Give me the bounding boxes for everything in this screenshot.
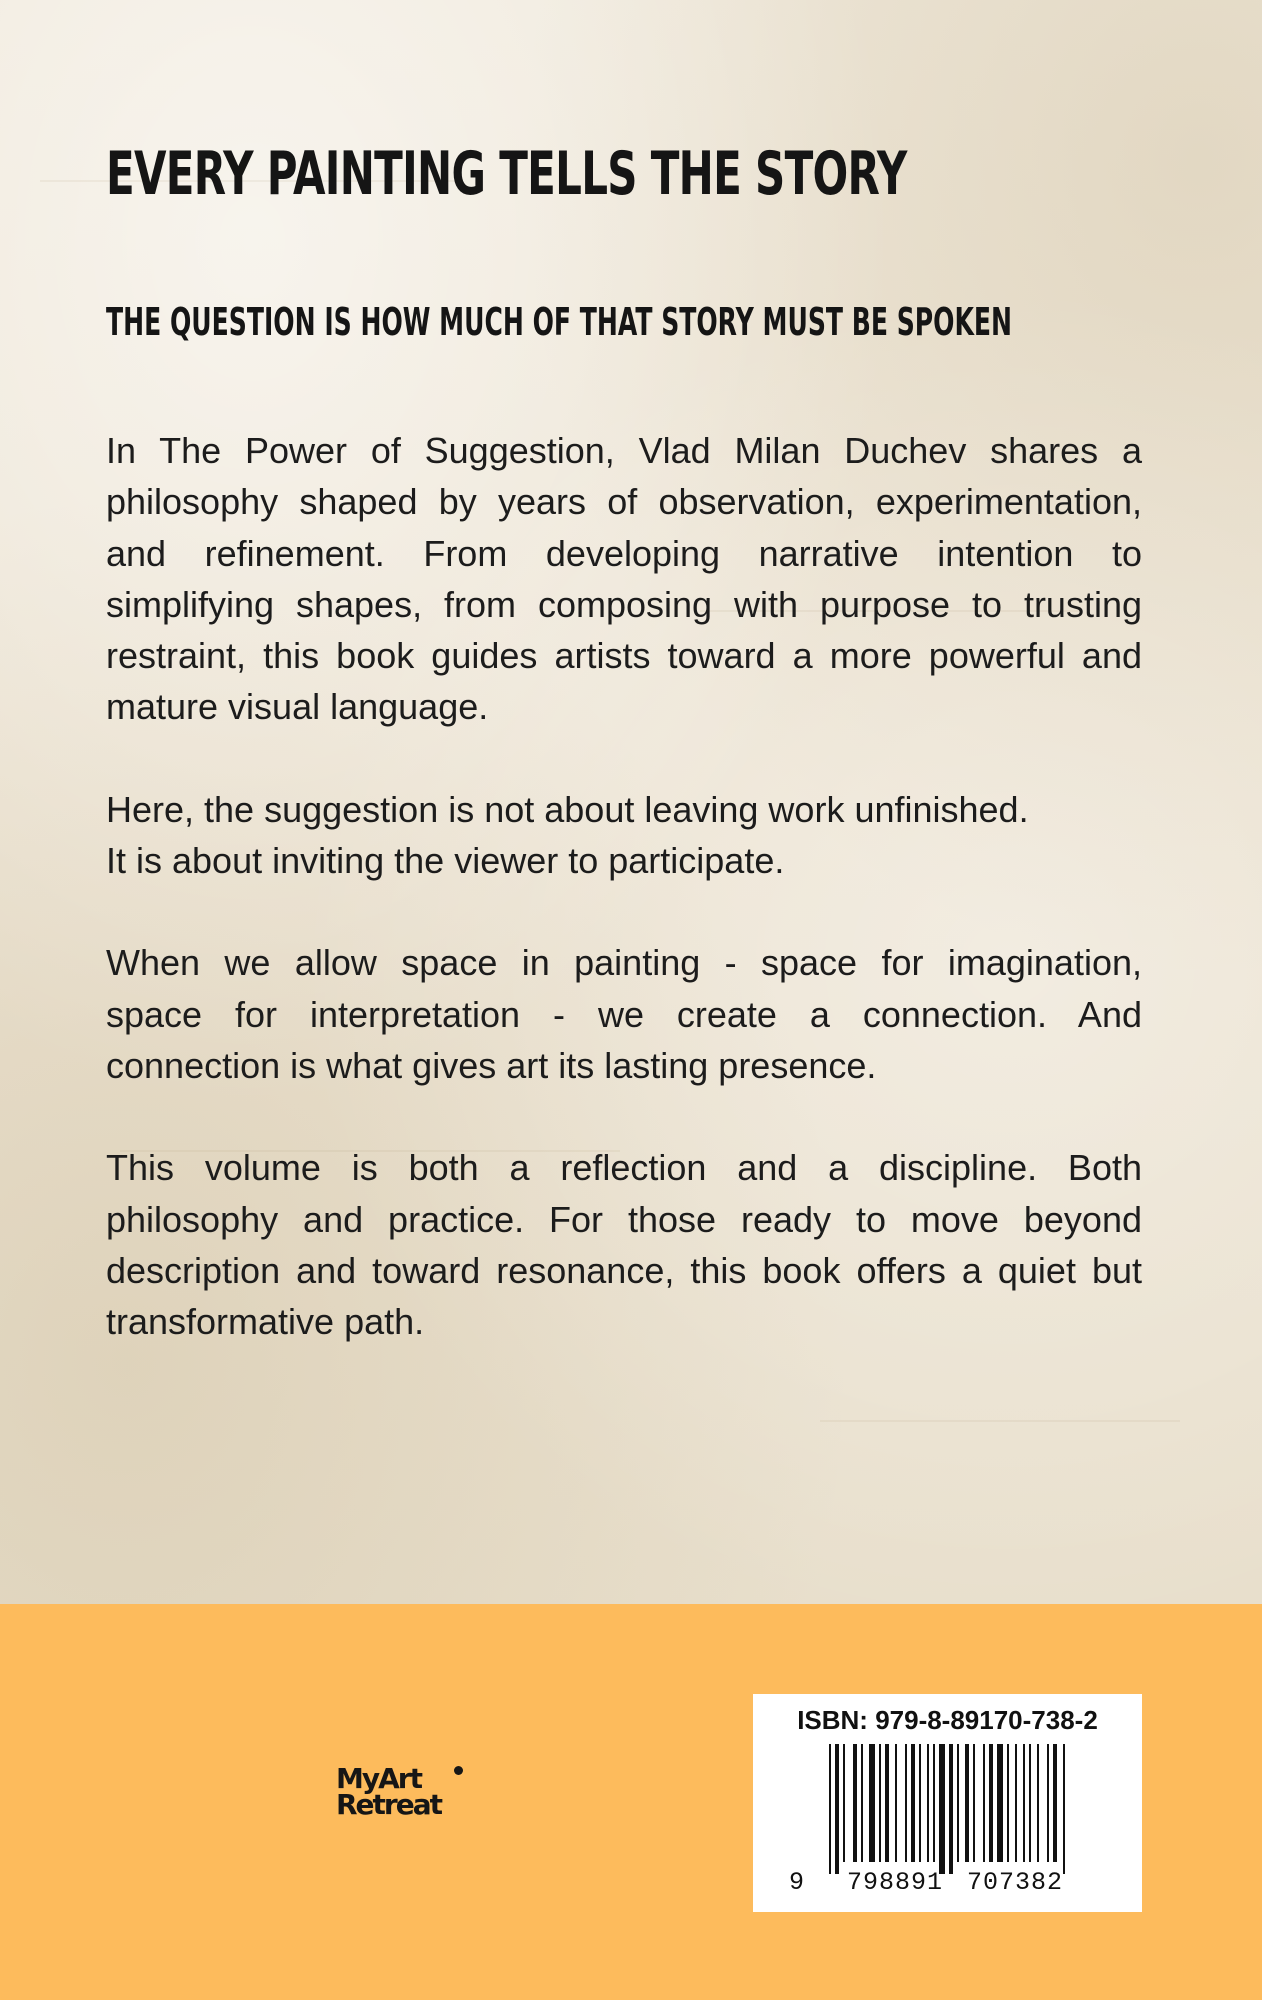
barcode-bar (853, 1744, 857, 1862)
barcode-bar (885, 1744, 889, 1862)
barcode-bar (861, 1744, 863, 1862)
barcode-bar (1007, 1744, 1009, 1862)
barcode-bar (1037, 1744, 1039, 1862)
blurb-paragraph-1 (106, 425, 1142, 733)
barcode-bar (835, 1744, 839, 1874)
barcode-digit-first: 9 (789, 1868, 805, 1897)
barcode-bar (997, 1744, 1003, 1862)
paragraph-line: In The Power of Suggestion, Vlad Milan Duchev shares a (106, 430, 1142, 471)
barcode-bar (949, 1744, 953, 1874)
barcode-bar (983, 1744, 985, 1862)
barcode-bar (895, 1744, 897, 1862)
paragraph-line: It is about inviting the viewer to participate. (106, 840, 785, 882)
barcode-bar (1063, 1744, 1065, 1874)
barcode-digits-left: 798891 (847, 1868, 944, 1897)
barcode-bar (843, 1744, 845, 1862)
barcode-bar (919, 1744, 921, 1862)
barcode-bar (1047, 1744, 1049, 1862)
barcode-bar (879, 1744, 881, 1862)
barcode-bar (965, 1744, 969, 1862)
barcode-bar (1053, 1744, 1057, 1862)
paragraph-line: description and toward resonance, this book offers a quiet but (106, 1249, 1142, 1291)
barcode-icon (829, 1744, 1065, 1874)
paragraph-line: space for interpretation - we create a connection. And (106, 993, 1142, 1035)
barcode-bar (933, 1744, 935, 1862)
logo-text-line2: Retreat (336, 1788, 442, 1821)
paper-texture-streak (820, 1420, 1180, 1422)
barcode-bar (829, 1744, 831, 1874)
paragraph-line: simplifying shapes, from composing with purpose to trusting (106, 583, 1142, 625)
blurb-paragraph-4 (106, 1142, 1142, 1347)
barcode-bar (957, 1744, 959, 1862)
paragraph-line: philosophy shaped by years of observation, experimentation, (106, 481, 1142, 523)
isbn-barcode-box (753, 1694, 1142, 1912)
paragraph-line: and refinement. From developing narrative intention to (106, 532, 1142, 574)
barcode-bar (927, 1744, 929, 1862)
registered-mark-icon (454, 1766, 463, 1775)
paragraph-line: connection is what gives art its lasting presence. (106, 1044, 877, 1086)
isbn-label: ISBN: 979-8-89170-738-2 (797, 1705, 1098, 1735)
paragraph-line: When we allow space in painting - space for imagination, (106, 942, 1142, 984)
subheadline: THE QUESTION IS HOW MUCH OF THAT STORY MUST BE SPOKEN (106, 300, 1013, 344)
barcode-bar (869, 1744, 875, 1862)
barcode-bar (973, 1744, 975, 1862)
barcode-bar (1029, 1744, 1031, 1862)
paragraph-line: Here, the suggestion is not about leaving work unfinished. (106, 788, 1029, 830)
barcode-bar (911, 1744, 915, 1862)
headline: EVERY PAINTING TELLS THE STORY (106, 139, 907, 209)
barcode-bar (989, 1744, 993, 1862)
paragraph-line: restraint, this book guides artists toward a more powerful and (106, 635, 1142, 677)
barcode-bar (939, 1744, 945, 1874)
blurb-body (106, 425, 1142, 1398)
paragraph-line: mature visual language. (106, 686, 489, 728)
publisher-logo (336, 1762, 466, 1846)
barcode-digits-right: 707382 (967, 1868, 1064, 1897)
paragraph-line: This volume is both a reflection and a discipline. Both (106, 1147, 1142, 1189)
paragraph-line: philosophy and practice. For those ready to move beyond (106, 1198, 1142, 1240)
barcode-bar (905, 1744, 907, 1862)
barcode-bar (1015, 1744, 1017, 1862)
paragraph-line: transformative path. (106, 1301, 425, 1343)
logo-text-line1: MyArt (336, 1762, 421, 1795)
barcode-bar (1023, 1744, 1025, 1862)
blurb-paragraph-3 (106, 937, 1142, 1091)
blurb-paragraph-2 (106, 784, 1142, 887)
